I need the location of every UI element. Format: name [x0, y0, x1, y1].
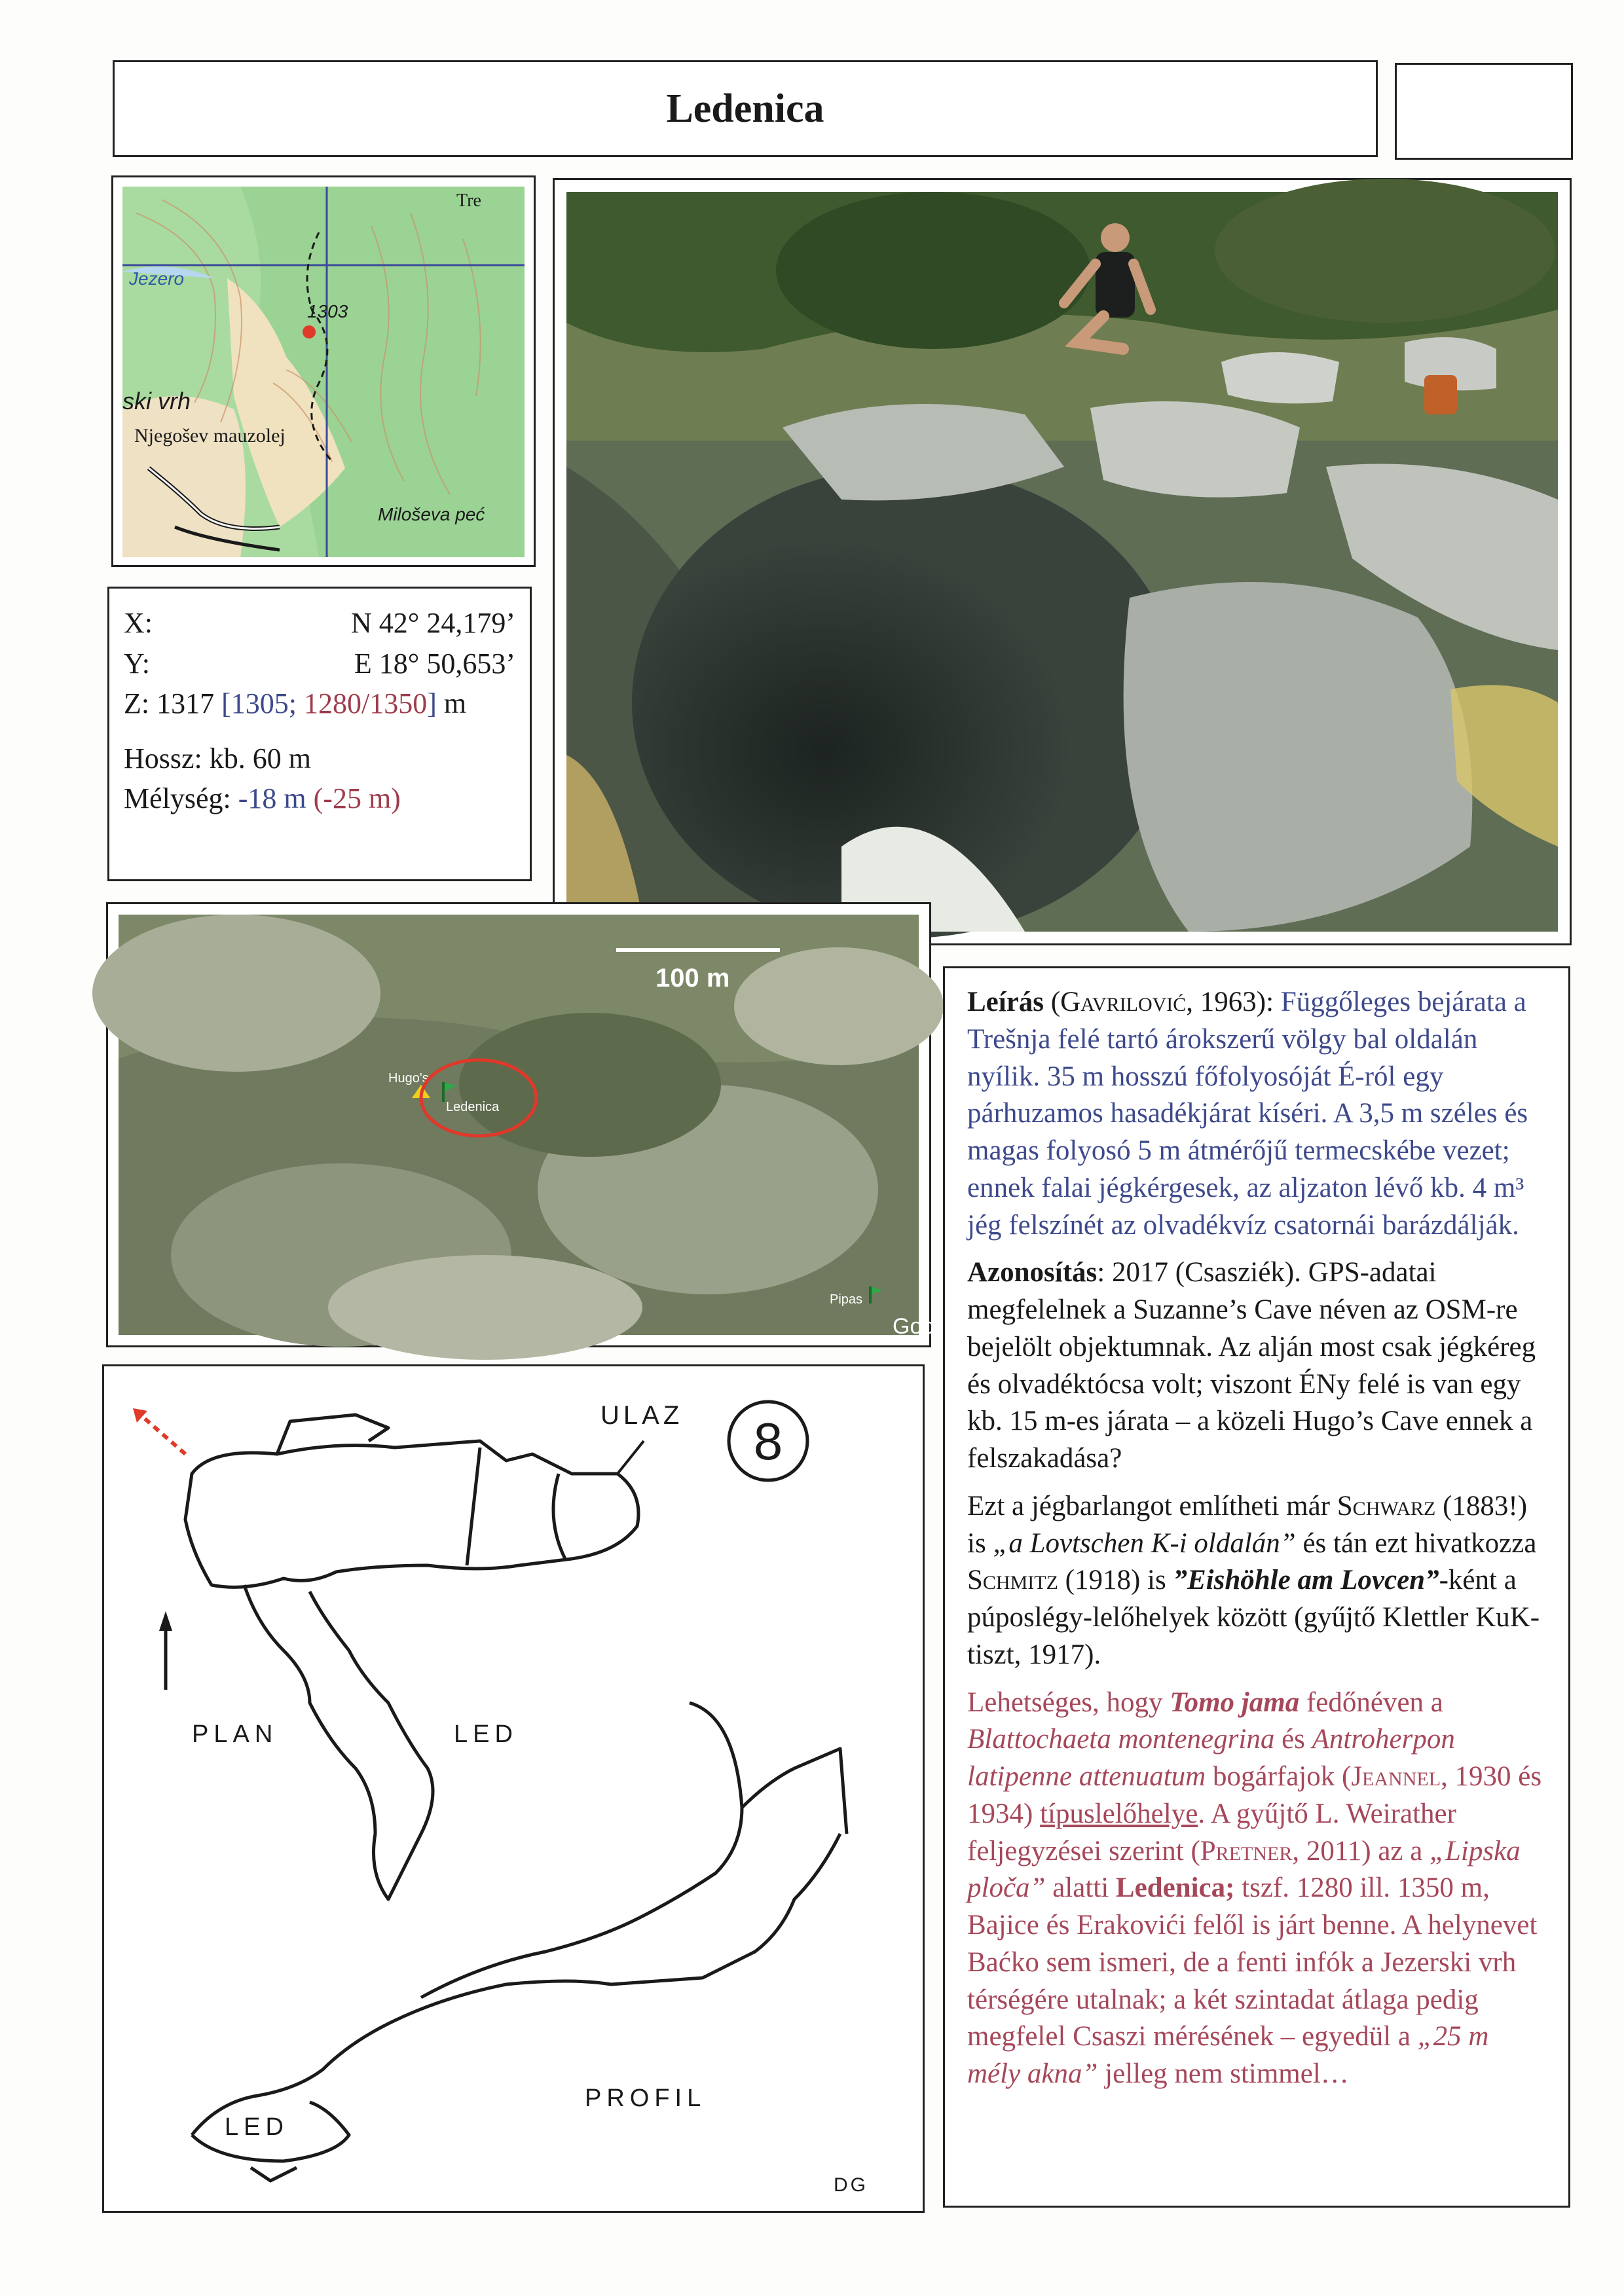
- type-text-f: . A gyűjtő L. Weirather feljegyzései szerint (: [967, 1798, 1456, 1867]
- depth-label: Mélység:: [124, 782, 238, 815]
- map-label-miloseva: Miloševa peć: [378, 504, 485, 524]
- coord-z-blue: 1305;: [231, 687, 304, 720]
- description-lead: Leírás: [967, 987, 1044, 1017]
- survey-profil-label: PROFIL: [585, 2085, 707, 2112]
- coordinates-box: [107, 587, 532, 881]
- survey-led-plan-label: LED: [454, 1721, 518, 1748]
- type-species-2: Antroherpon latipenne attenuatum: [967, 1724, 1455, 1792]
- coord-z-unit: m: [436, 687, 467, 720]
- identification-body: : 2017 (Csasziék). GPS-adatai megfelelnek a Suzanne’s Cave néven az OSM-re bejelölt objektumnak. Az alján most csak jégkéreg és olvadéktócsa volt; viszont ÉNy felé is van egy kb. 15 m-es járata – a közeli Hugo’s Cave ennek a felszakadása?: [967, 1257, 1536, 1474]
- history-text-a: Ezt a jégbarlangot említheti már: [967, 1490, 1337, 1522]
- page-title: Ledenica: [666, 86, 824, 131]
- type-species-1: Blattochaeta montenegrina: [967, 1724, 1275, 1755]
- type-text-h: alatti: [1045, 1872, 1116, 1904]
- cave-photo-frame: [553, 178, 1572, 945]
- coord-y-row: [124, 644, 515, 684]
- type-text-d: bogárfajok (: [1206, 1761, 1352, 1792]
- history-text-b: (1883!) is: [967, 1490, 1528, 1559]
- coord-y-value: E 18° 50,653’: [354, 647, 515, 680]
- history-schwarz: Schwarz: [1337, 1490, 1436, 1522]
- history-quote-1: „a Lovtschen K-i oldalán”: [993, 1527, 1296, 1559]
- survey-signature: DG: [834, 2174, 868, 2196]
- map-label-elevation: 1303: [307, 301, 348, 321]
- scale-bar-label: 100 m: [655, 964, 730, 993]
- type-text-c: és: [1274, 1724, 1312, 1755]
- cave-length: Hossz: kb. 60 m: [124, 742, 311, 774]
- topo-map: [122, 187, 525, 557]
- description-paragraph: [967, 984, 1546, 1244]
- type-pretner: Pretner: [1200, 1835, 1293, 1867]
- topo-map-frame: [111, 175, 536, 567]
- depth-blue: -18 m: [238, 782, 314, 815]
- description-body: Függőleges bejárata a Trešnja felé tartó árokszerű völgy bal oldalán nyílik. 35 m hosszú főfolyosóját É-ról egy párhuzamos hasadékjárat kíséri. A 3,5 m széles és magas folyosó 5 m átmérőjű termecskébe vezet; ennek falai jégkérgesek, az aljzaton lévő kb. 4 m³ jég felszínét az olvadékvíz csatornái barázdálják.: [967, 987, 1528, 1241]
- marker-pipas-label: Pipas: [830, 1292, 863, 1307]
- type-text-j: jelleg nem stimmel…: [1098, 2058, 1349, 2089]
- history-paragraph: [967, 1488, 1546, 1674]
- type-ledenica: Ledenica;: [1115, 1872, 1235, 1904]
- coord-x-row: [124, 603, 515, 644]
- aerial-photo-frame: [106, 902, 935, 1347]
- cave-survey-drawing: [113, 1376, 913, 2202]
- coord-z-bracket-open: [: [221, 687, 231, 720]
- cave-depth: [124, 778, 515, 819]
- type-tomo-jama: Tomo jama: [1170, 1686, 1300, 1718]
- survey-led-profile-label: LED: [225, 2113, 289, 2141]
- type-text-a: Lehetséges, hogy: [967, 1686, 1170, 1718]
- history-quote-2: ”Eishöhle am Lovcen”: [1173, 1565, 1439, 1596]
- title-box: [113, 60, 1378, 157]
- description-cite-author: Gavrilović: [1060, 987, 1187, 1017]
- type-text-e: , 1930 és 1934): [967, 1761, 1542, 1829]
- survey-plan-label: PLAN: [192, 1721, 278, 1748]
- type-jeannel: Jeannel: [1351, 1761, 1441, 1792]
- aerial-corner-label: Goo: [893, 1314, 935, 1339]
- coord-z-red: 1280/1350: [304, 687, 428, 720]
- empty-corner-box: [1395, 63, 1573, 160]
- description-cite-year: , 1963):: [1186, 987, 1281, 1017]
- history-text-e: -ként a púposlégy-lelőhelyek között (gyűjtő Klettler KuK-tiszt, 1917).: [967, 1565, 1540, 1670]
- marker-ledenica-label: Ledenica: [446, 1100, 500, 1114]
- type-text-b: fedőnéven a: [1299, 1686, 1443, 1718]
- survey-number: 8: [753, 1412, 783, 1470]
- coord-z-bracket-close: ]: [427, 687, 437, 720]
- history-text-c: és tán ezt hivatkozza: [1295, 1527, 1537, 1559]
- map-label-mauzolej: Njegošev mauzolej: [134, 425, 286, 446]
- coord-y-label: Y:: [124, 647, 150, 680]
- map-label-tre: Tre: [456, 191, 481, 211]
- history-text-d: (1918) is: [1058, 1565, 1173, 1596]
- type-locality-term: típuslelőhelye: [1040, 1798, 1198, 1829]
- identification-paragraph: [967, 1254, 1546, 1478]
- coord-z-row: [124, 683, 515, 724]
- depth-red: (-25 m): [313, 782, 401, 815]
- type-lipska-ploca: „Lipska ploča”: [967, 1835, 1521, 1904]
- coord-x-value: N 42° 24,179’: [350, 607, 515, 639]
- identification-lead: Azonosítás: [967, 1257, 1098, 1288]
- map-label-vrh: ski vrh: [122, 388, 191, 414]
- coord-x-label: X:: [124, 607, 153, 639]
- cave-survey-frame: [102, 1364, 925, 2213]
- cave-entrance-photo: [566, 192, 1558, 932]
- marker-hugo-label: Hugo's: [388, 1071, 429, 1085]
- type-akna: „25 m mély akna”: [967, 2021, 1489, 2089]
- history-schmitz: Schmitz: [967, 1565, 1058, 1596]
- type-text-g: , 2011) az a: [1292, 1835, 1430, 1867]
- type-text-i: tszf. 1280 ill. 1350 m, Bajice és Erakovići felől is járt benne. A helynevet Baćko sem ismeri, de a fenti infók a Jezerski vrh térségére utalnak; a két szintadat átlaga pedig megfelel Csaszi mérésének – egyedül a: [967, 1872, 1538, 2052]
- description-box: [943, 966, 1570, 2208]
- type-locality-paragraph: [967, 1685, 1546, 2093]
- description-cite-open: (: [1044, 987, 1061, 1017]
- survey-ulaz-label: ULAZ: [600, 1401, 684, 1430]
- map-label-jezero: Jezero: [129, 268, 185, 289]
- aerial-photo: [119, 915, 935, 1339]
- coord-z-prefix: Z: 1317: [124, 687, 222, 720]
